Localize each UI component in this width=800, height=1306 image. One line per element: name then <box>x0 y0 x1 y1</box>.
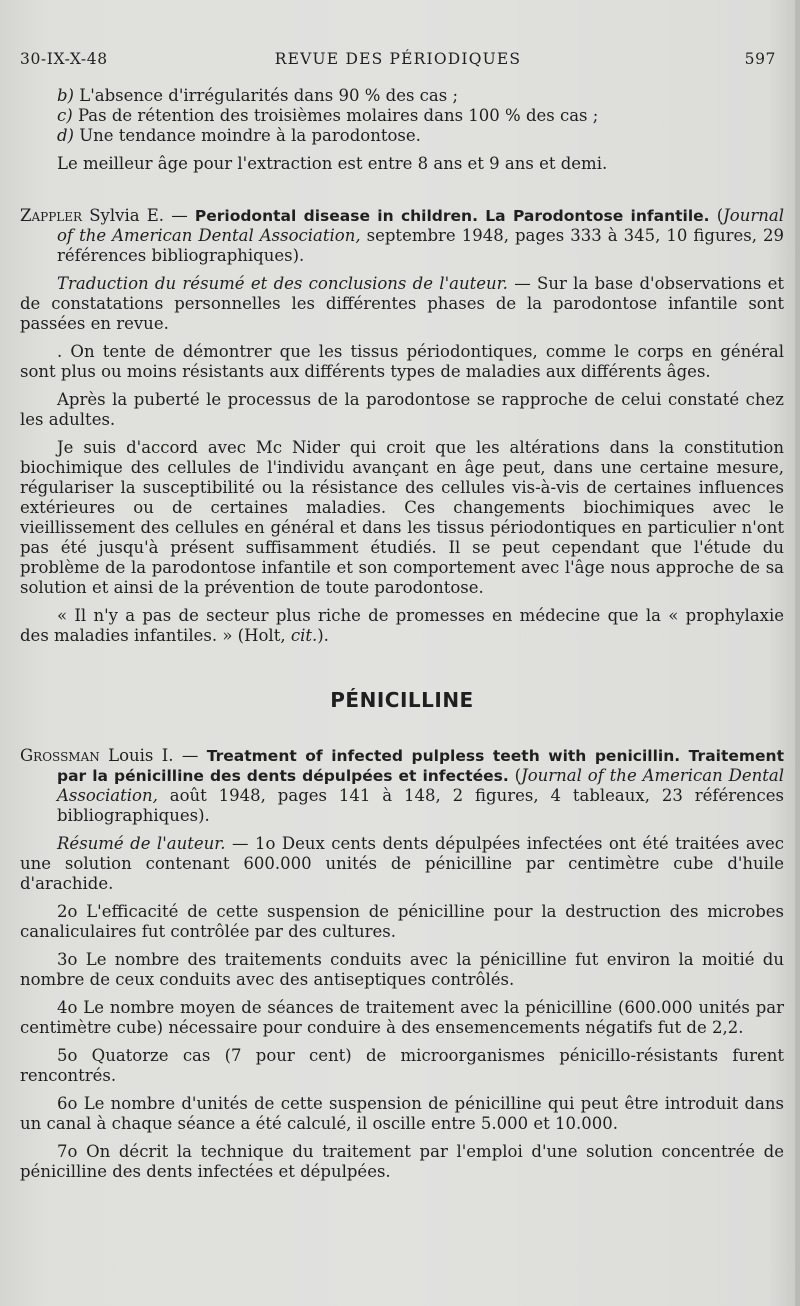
item-label: d) <box>57 126 74 145</box>
author-surname: Zappler <box>20 206 83 225</box>
article-title: Treatment of infected pulpless teeth with penicillin. Traitement par la pénicilline des dents dépulpées et infectées. <box>57 747 784 785</box>
section-heading: PÉNICILLINE <box>330 688 474 712</box>
article-title: Periodontal disease in children. La Parodontose infantile. <box>194 207 710 225</box>
grossman-paragraph-6: 6o Le nombre d'unités de cette suspension de pénicilline qui peut être introduit dans un canal à chaque séance a été calculé, il oscille entre 5.000 et 10.000. <box>20 1094 784 1133</box>
page-edge-shadow <box>795 0 800 1306</box>
item-text: Une tendance moindre à la parodontose. <box>79 126 421 145</box>
grossman-paragraph-4: 4o Le nombre moyen de séances de traitement avec la pénicilline (600.000 unités par centimètre cube) nécessaire pour conduire à des ensemencements négatifs fut de 2,2. <box>20 998 784 1037</box>
reference-details: août 1948, pages 141 à 148, 2 figures, 4 tableaux, 23 références bibliographiques). <box>57 786 785 825</box>
journal-name: Journal of the American Dental Association, <box>57 206 784 245</box>
summary-label: Résumé de l'auteur. <box>57 834 226 853</box>
zappler-paragraph-4: Je suis d'accord avec Mc Nider qui croit que les altérations dans la constitution biochimique des cellules de l'individu avançant en âge peut, dans une certaine mesure, régulariser la susceptibilité ou la résistance des cellules vis-à-vis de certaines influences extérieures ou de certaines maladies. Ces changements biochimiques avec le vieillissement des cellules en général et dans les tissus périodontiques en particulier n'ont pas été jusqu'à présent suffisamment étudiés. Il se peut cependant que l'étude du problème de la parodontose infantile et son comportement avec l'âge nous approche de sa solution et ainsi de la prévention de toute parodontose. <box>20 438 784 597</box>
grossman-paragraph-3: 3o Le nombre des traitements conduits avec la pénicilline fut environ la moitié du nombre de ceux conduits avec des antiseptiques contrôlés. <box>20 950 784 989</box>
item-label: b) <box>57 86 74 105</box>
paragraph-text: — 1o Deux cents dents dépulpées infectées ont été traitées avec une solution contenant 600.000 unités de pénicilline par centimètre cube d'huile d'arachide. <box>20 834 785 893</box>
dash: — <box>171 206 188 225</box>
item-text: L'absence d'irrégularités dans 90 % des cas ; <box>79 86 459 105</box>
grossman-paragraph-1 <box>20 834 784 894</box>
dash: — <box>181 746 199 765</box>
author-given: Sylvia E. <box>89 206 165 225</box>
zappler-reference: Zappler Sylvia E. — Periodontal disease in children. La Parodontose infantile. (Journal of the American Dental Association, septembre 1948, pages 333 à 345, 10 figures, 29 références bibliographiques). <box>20 206 784 265</box>
translation-label: Traduction du résumé et des conclusions de l'auteur. <box>57 274 508 293</box>
grossman-paragraph-5: 5o Quatorze cas (7 pour cent) de microorganismes pénicillo-résistants furent rencontrés. <box>20 1046 784 1085</box>
page-number: 597 <box>744 50 776 68</box>
item-label: c) <box>57 106 73 125</box>
zappler-paragraph-1 <box>20 274 784 334</box>
running-header <box>20 50 784 68</box>
best-age-paragraph: Le meilleur âge pour l'extraction est entre 8 ans et 9 ans et demi. <box>57 154 608 173</box>
quote-text: « Il n'y a pas de secteur plus riche de promesses en médecine que la « prophylaxie des maladies infantiles. » (Holt, <box>20 606 784 645</box>
quote-citation: cit. <box>290 626 318 645</box>
journal-name: Journal of the American Dental Association, <box>57 766 784 805</box>
grossman-paragraph-2: 2o L'efficacité de cette suspension de pénicilline pour la destruction des microbes canaliculaires fut contrôlée par des cultures. <box>20 902 784 941</box>
quote-end: ). <box>317 626 329 645</box>
reference-details: septembre 1948, pages 333 à 345, 10 figures, 29 références bibliographiques). <box>57 226 784 265</box>
header-title: REVUE DES PÉRIODIQUES <box>274 50 522 68</box>
item-text: Pas de rétention des troisièmes molaires dans 100 % des cas ; <box>77 106 599 125</box>
paragraph-text: — Sur la base d'observations et de constatations personnelles les différentes phases de la parodontose infantile sont passées en revue. <box>20 274 784 333</box>
list-item-c <box>20 106 784 126</box>
zappler-paragraph-3: Après la puberté le processus de la parodontose se rapproche de celui constaté chez les adultes. <box>20 390 784 429</box>
zappler-quote <box>20 606 784 646</box>
header-date: 30-IX-X-48 <box>20 50 108 68</box>
author-given: Louis I. <box>108 746 174 765</box>
author-surname: Grossman <box>20 746 100 765</box>
grossman-reference: Grossman Louis I. — Treatment of infected pulpless teeth with penicillin. Traitement par la pénicilline des dents dépulpées et infectées. (Journal of the American Dental Association, août 1948, pages 141 à 148, 2 figures, 4 tableaux, 23 références bibliographiques). <box>20 746 785 825</box>
zappler-paragraph-2: . On tente de démontrer que les tissus périodontiques, comme le corps en général sont plus ou moins résistants aux différents types de maladies aux différents âges. <box>20 342 784 381</box>
list-item-d <box>20 126 784 146</box>
list-item-b <box>20 86 784 106</box>
grossman-paragraph-7: 7o On décrit la technique du traitement par l'emploi d'une solution concentrée de pénicilline des dents infectées et dépulpées. <box>20 1142 784 1181</box>
